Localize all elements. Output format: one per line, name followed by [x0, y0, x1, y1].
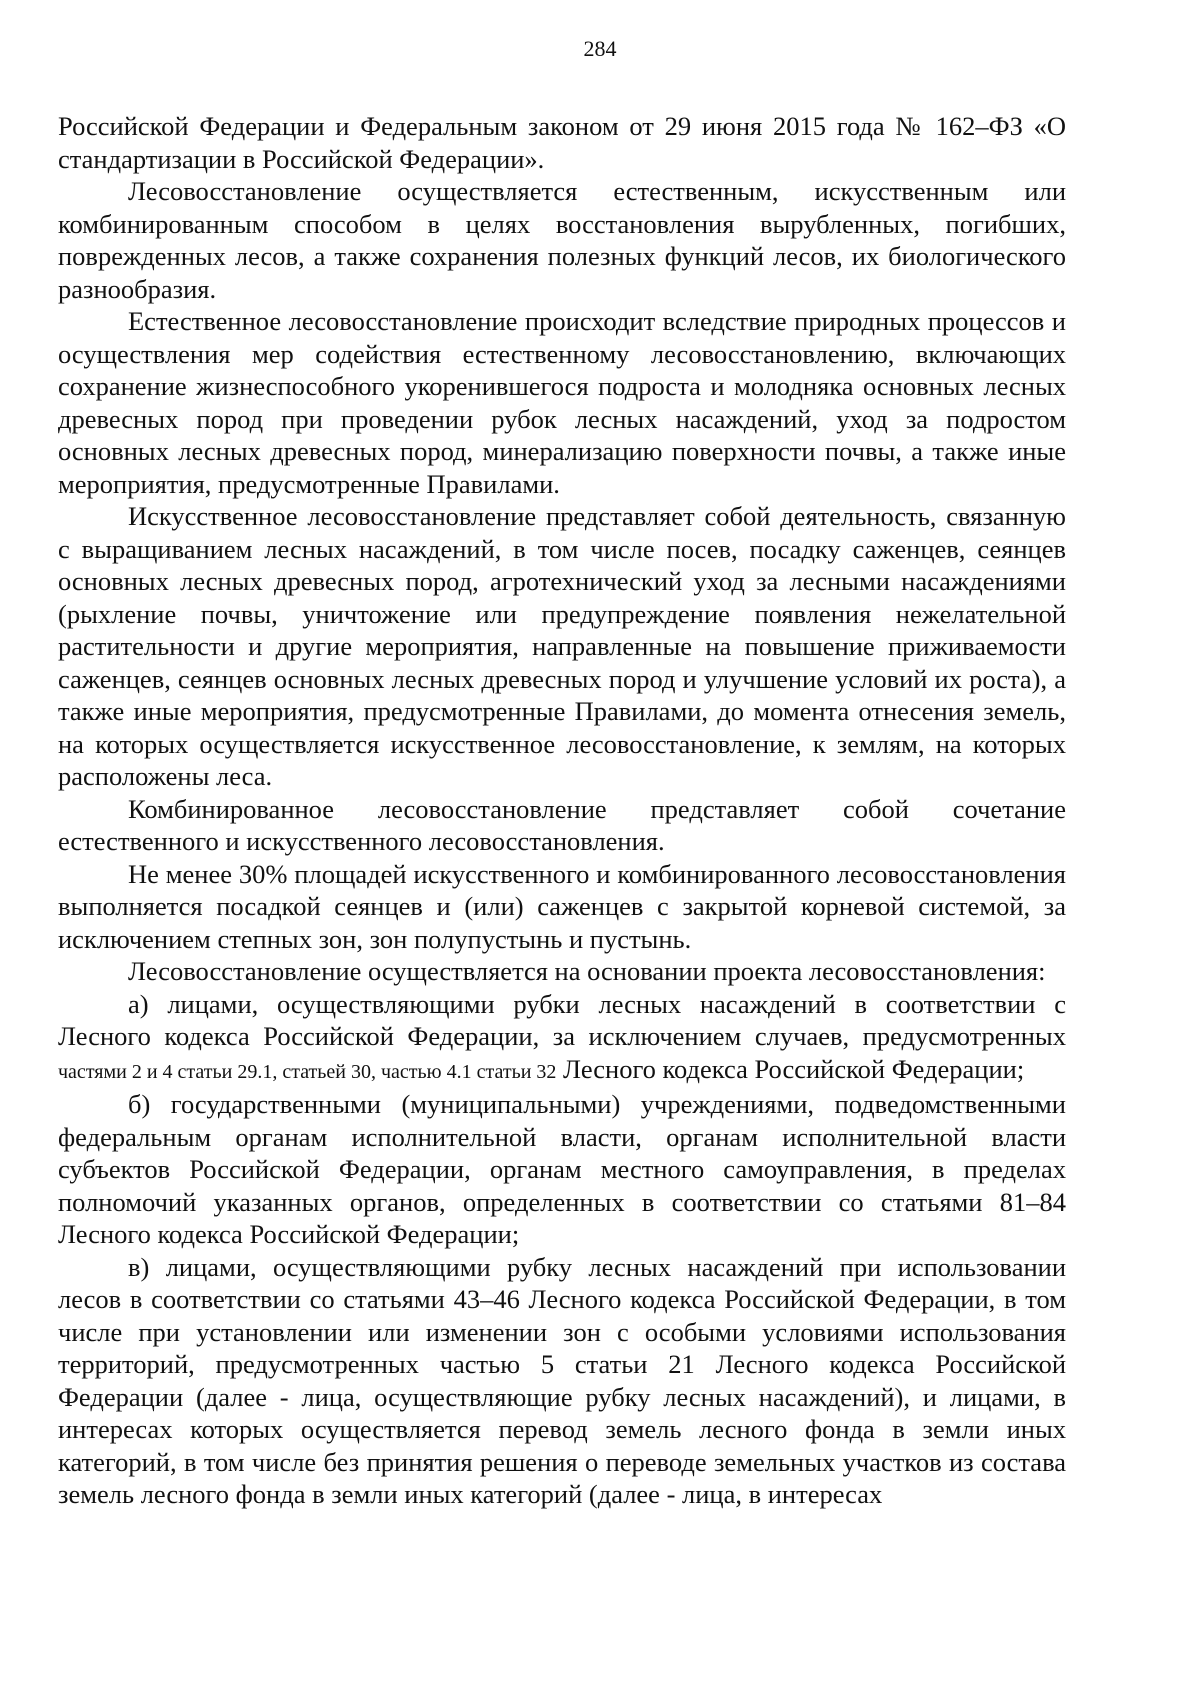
paragraph-artificial-reforestation: Искусственное лесовосстановление представляет собой деятельность, связанную с выращиванием лесных насаждений, в том числе посев, посадку саженцев, сеянцев основных лесных древесных пород, агротехнический уход за лесными насаждениями (рыхление почвы, уничтожение или предупреждение появления нежелательной растительности и другие мероприятия, направленные на повышение приживаемости саженцев, сеянцев основных лесных древесных пород и улучшение условий их роста), а также иные мероприятия, предусмотренные Правилами, до момента отнесения земель, на которых осуществляется искусственное лесовосстановление, к землям, на которых расположены леса. — [58, 501, 1066, 791]
paragraph-reforestation-methods: Лесовосстановление осуществляется естественным, искусственным или комбинированным способом в целях восстановления вырубленных, погибших, поврежденных лесов, а также сохранения полезных функций лесов, их биологического разнообразия. — [58, 176, 1066, 304]
paragraph-closed-root-seedlings: Не менее 30% площадей искусственного и комбинированного лесовосстановления выполняется посадкой сеянцев и (или) саженцев с закрытой корневой системой, за исключением степных зон, зон полупустынь и пустынь. — [58, 858, 1066, 954]
item-a-text-start: а) лицами, осуществляющими рубки лесных насаждений в соответствии с Лесного кодекса Российской Федерации, за исключением случаев, предусмотренных — [58, 988, 1066, 1051]
paragraph-item-c: в) лицами, осуществляющими рубку лесных насаждений при использовании лесов в соответствии со статьями 43–46 Лесного кодекса Российской Федерации, в том числе при установлении или изменении зон с особыми условиями использования территорий, предусмотренных частью 5 статьи 21 Лесного кодекса Российской Федерации (далее - лица, осуществляющие рубку лесных насаждений), и лицами, в интересах которых осуществляется перевод земель лесного фонда в земли иных категорий, в том числе без принятия решения о переводе земельных участков из состава земель лесного фонда в земли иных категорий (далее - лица, в интересах — [58, 1251, 1066, 1509]
paragraph-combined-reforestation: Комбинированное лесовосстановление представляет собой сочетание естественного и искусственного лесовосстановления. — [58, 793, 1066, 856]
paragraph-reforestation-project: Лесовосстановление осуществляется на основании проекта лесовосстановления: — [128, 956, 1046, 986]
paragraph-item-b: б) государственными (муниципальными) учреждениями, подведомственными федеральным органам исполнительной власти, органам исполнительной власти субъектов Российской Федерации, органам местного самоуправления, в пределах полномочий указанных органов, определенных в соответствии со статьями 81–84 Лесного кодекса Российской Федерации; — [58, 1089, 1066, 1249]
paragraph-continuation: Российской Федерации и Федеральным законом от 29 июня 2015 года № 162–ФЗ «О стандартизации в Российской Федерации». — [58, 111, 1066, 174]
paragraph-item-a — [58, 988, 1066, 1089]
document-body — [58, 110, 1066, 1511]
page-number: 284 — [583, 36, 617, 61]
paragraph-natural-reforestation: Естественное лесовосстановление происходит вследствие природных процессов и осуществления мер содействия естественному лесовосстановлению, включающих сохранение жизнеспособного укоренившегося подроста и молодняка основных лесных древесных пород при проведении рубок лесных насаждений, уход за подростом основных лесных древесных пород, минерализацию поверхности почвы, а также иные мероприятия, предусмотренные Правилами. — [58, 306, 1066, 499]
item-a-small-reference: частями 2 и 4 статьи 29.1, статьей 30, частью 4.1 статьи 32 — [58, 1060, 557, 1083]
item-a-text-end: Лесного кодекса Российской Федерации; — [556, 1053, 1025, 1084]
